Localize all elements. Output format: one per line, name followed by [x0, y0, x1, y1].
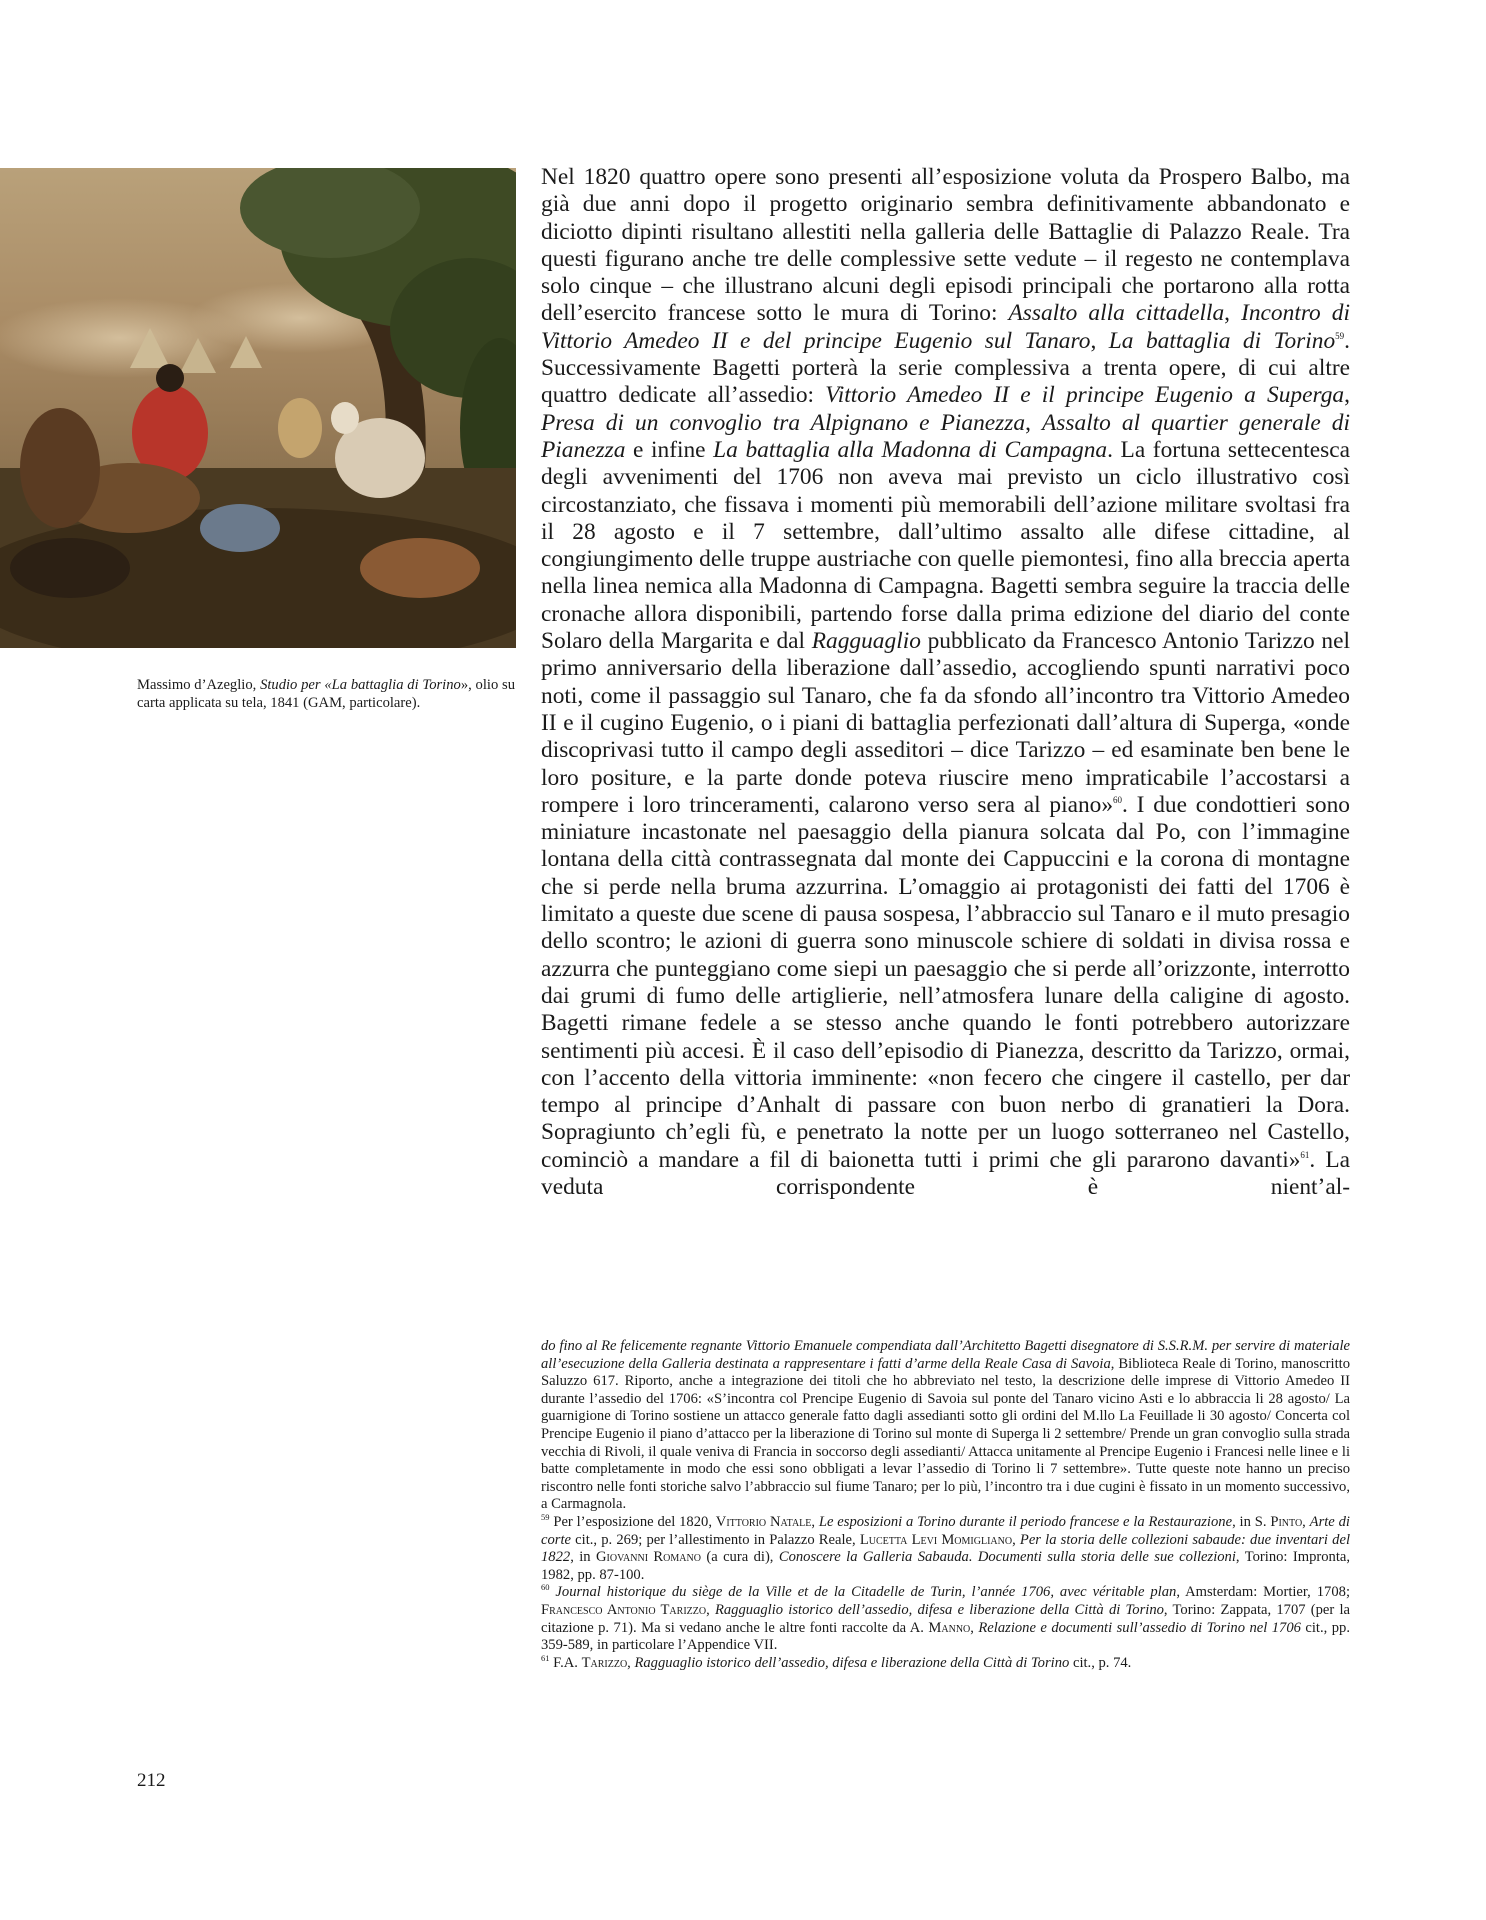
- artwork-title: La battaglia di Torino: [1108, 327, 1336, 354]
- text-run: . I due condottieri sono miniature incastonate nel paesaggio della pianura solcata dal Po, con l’immagine lontana della città contrassegnata dal monte dei Cappuccini e la corona di montagne che si perde nella bruma azzurrina. L’omaggio ai protagonisti dei fatti del 1706 è limitato a queste due scene di pausa sospesa, l’abbraccio sul Tanaro e il muto presagio dello scontro; le azioni di guerra sono minuscole schiere di soldati in divisa rossa e azzurra che punteggiano come siepi un paesaggio che si perde all’orizzonte, interrotto dai grumi di fumo delle artiglierie, nell’atmosfera lunare della caligine di agosto. Bagetti rimane fedele a se stesso anche quando le fonti potrebbero autorizzare sentimenti più accesi. È il caso dell’episodio di Pianezza, descritto da Tarizzo, ormai, con l’accento della vittoria imminente: «non fecero che cingere il castello, per dar tempo al principe d’Anhalt di passare con buon nerbo di granatieri la Dora. Sopragiunto ch’egli fù, e penetrato la notte per un luogo sotterraneo nel Castello, cominciò a mandare a fil di baionetta tutti i primi che gli pararono davanti»: [541, 791, 1350, 1173]
- work-title: Per la storia delle collezioni sabaude: due inventari del 1822: [541, 1531, 1350, 1566]
- manuscript-title: do fino al Re felicemente regnante Vittorio Emanuele compendiata dall’Architetto Bagetti disegnatore di S.S.R.M. per servire di materiale all’esecuzione della Galleria destinata a rappresentare i fatti d’arme della Reale Casa di Savoia: [541, 1338, 1350, 1372]
- text-run: , in S.: [1232, 1513, 1271, 1530]
- text-run: , Torino: Impronta, 1982, pp. 87-100.: [541, 1549, 1351, 1583]
- text-run: ,: [627, 1654, 635, 1671]
- footnote-59: [541, 1514, 1350, 1584]
- text-run: , Biblioteca Reale di Torino, manoscritto Saluzzo 617. Riporto, anche a integrazione dei titoli che ho abbreviato nel testo, la descrizione delle imprese di Vittorio Amedeo II durante l’assedio del 1706: «S’incontra col Prencipe Eugenio di Savoia sul ponte del Tanaro vicino Asti e lo abbraccia li 28 agosto/ La guarnigione di Torino sostiene un attacco generale fatto dagli assedianti sotto gli ordini del M.llo La Feuillade li 30 agosto/ Concerta col Prencipe Eugenio il piano d’attacco per la liberazione di Torino sul monte di Superga li 2 settembre/ Prende un gran convoglio sulla strada vecchia di Rivoli, il quale veniva di Francia in soccorso degli assedianti/ Attacca unitamente al Prencipe Eugenio i Francesi nelle linee e li batte completamente in modo che essi sono obbligati a levar l’assedio di Torino li 7 settembre». Tutte queste note hanno un preciso riscontro nelle fonti storiche salvo l’abbraccio sul fiume Tanaro; per lo più, l’incontro tra i due cugini è fissato in un momento successivo, a Carmagnola.: [541, 1355, 1350, 1513]
- text-run: ,: [970, 1619, 979, 1636]
- body-paragraph: [541, 164, 1350, 1201]
- author-name: Vittorio Natale: [715, 1513, 812, 1530]
- painting-image: [0, 168, 516, 648]
- author-name: Lucetta Levi Momigliano: [859, 1531, 1013, 1548]
- work-title: Journal historique du siège de la Ville et de la Citadelle de Turin, l’année 1706, avec véritable plan: [549, 1584, 1177, 1601]
- text-run: . Successivamente Bagetti porterà la serie complessiva a trenta opere, di cui altre quattro dedicate all’assedio:: [541, 327, 1351, 409]
- caption-title-inner: La battaglia di Torino: [331, 677, 461, 693]
- footnote-ref: 60: [1113, 795, 1123, 806]
- author-name: Francesco Antonio Tarizzo: [541, 1601, 707, 1618]
- work-title: Ragguaglio istorico dell’assedio, difesa e liberazione della Città di Torino: [634, 1654, 1070, 1671]
- text-run: ,: [1012, 1531, 1020, 1548]
- text-run: ,: [1025, 409, 1042, 436]
- text-run: . La veduta corrispondente è nient’al-: [541, 1146, 1350, 1200]
- author-name: Giovanni Romano: [596, 1549, 701, 1566]
- artwork-title: Vittorio Amedeo II e il principe Eugenio a Superga: [825, 382, 1345, 409]
- text-run: pubblicato da Francesco Antonio Tarizzo nel primo anniversario della liberazione dall’assedio, accogliendo spunti narrativi poco noti, come il passaggio sul Tanaro, che fa da sfondo all’incontro tra Vittorio Amedeo II e il cugino Eugenio, o i piani di battaglia perfezionati dall’altura di Superga, «onde discoprivasi tutto il campo degli asseditori – dice Tarizzo – ed esaminate ben bene le loro positure, e la parte donde poteva riuscire meno impraticabile l’accostarsi a rompere i loro trinceramenti, calarono verso sera al piano»: [541, 628, 1350, 818]
- body-text: [541, 164, 1350, 1201]
- work-title: Relazione e documenti sull’assedio di Torino nel 1706: [978, 1619, 1301, 1636]
- text-run: , Torino: Zappata, 1707 (per la citazione p. 71). Ma si vedano anche le altre fonti raccolte da A.: [541, 1601, 1351, 1636]
- footnote-ref: 59: [1335, 330, 1345, 341]
- footnote-ref: 61: [1300, 1149, 1310, 1160]
- text-run: , Amsterdam: Mortier, 1708;: [1176, 1584, 1350, 1601]
- footnotes: [541, 1338, 1350, 1672]
- caption-title-part: Studio per «: [260, 677, 332, 693]
- artwork-title: Assalto al quartier generale di Pianezza: [541, 409, 1350, 463]
- author-name: Pinto: [1270, 1513, 1303, 1530]
- text-run: cit., p. 74.: [1069, 1654, 1132, 1671]
- author-name: Tarizzo: [581, 1654, 628, 1671]
- text-run: ,: [706, 1601, 715, 1618]
- footnote-number: 60: [541, 1582, 550, 1593]
- footnote-61: [541, 1652, 1350, 1673]
- text-run: Per l’esposizione del 1820,: [549, 1513, 716, 1530]
- caption-title: [260, 677, 461, 693]
- painting-illustration: [0, 168, 516, 648]
- text-run: . La fortuna settecentesca degli avvenimenti del 1706 non aveva mai previsto un ciclo illustrativo così circostanziato, che fissava i momenti più memorabili dell’azione militare svoltasi fra il 28 agosto e il 7 settembre, dall’ultimo assalto alle difese cittadine, al congiungimento delle truppe austriache con quelle piemontesi, fino alla breccia aperta nella linea nemica alla Madonna di Campagna. Bagetti sembra seguire la traccia delle cronache allora disponibili, partendo forse dalla prima edizione del diario del conte Solaro della Margarita e dal: [541, 436, 1350, 655]
- work-title: Ragguaglio istorico dell’assedio, difesa e liberazione della Città di Torino: [714, 1601, 1164, 1618]
- figure-caption: [137, 677, 515, 712]
- artwork-title: Assalto alla cittadella: [1008, 300, 1225, 327]
- artwork-title: Presa di un convoglio tra Alpignano e Pianezza: [541, 409, 1026, 436]
- text-run: ,: [1344, 382, 1350, 409]
- footnote-number: 59: [541, 1512, 550, 1523]
- work-title: Conoscere la Galleria Sabauda. Documenti sulla storia delle sue collezioni: [778, 1549, 1236, 1566]
- footnote-60: [541, 1584, 1350, 1654]
- text-run: ,: [811, 1513, 819, 1530]
- text-run: F.A.: [549, 1654, 582, 1671]
- text-run: cit., pp. 359-589, in particolare l’Appendice VII.: [541, 1619, 1350, 1654]
- text-run: ,: [1090, 327, 1109, 354]
- artwork-title: La battaglia alla Madonna di Campagna: [713, 436, 1108, 463]
- author-name: Manno: [928, 1619, 971, 1636]
- page-number: 212: [137, 1770, 166, 1791]
- text-run: e infine: [625, 436, 714, 463]
- text-run: cit., p. 269; per l’allestimento in Palazzo Reale,: [571, 1531, 860, 1548]
- caption-details: », olio su carta applicata su tela, 1841 (GAM, particolare).: [137, 677, 515, 711]
- artwork-title: Incontro di Vittorio Amedeo II e del principe Eugenio sul Tanaro: [541, 300, 1350, 354]
- text-run: , in: [570, 1549, 596, 1566]
- caption-author: Massimo d’Azeglio,: [137, 677, 261, 693]
- work-title: Arte di corte: [541, 1513, 1350, 1548]
- book-title: Ragguaglio: [811, 628, 921, 655]
- text-run: ,: [1224, 300, 1242, 327]
- text-run: ,: [1302, 1513, 1310, 1530]
- work-title: Le esposizioni a Torino durante il periodo francese e la Restaurazione: [818, 1513, 1233, 1530]
- text-run: (a cura di),: [700, 1549, 779, 1566]
- footnote-continuation: [541, 1338, 1350, 1514]
- text-run: Nel 1820 quattro opere sono presenti all’esposizione voluta da Prospero Balbo, ma già due anni dopo il progetto originario sembra definitivamente abbandonato e diciotto dipinti risultano allestiti nella galleria delle Battaglie di Palazzo Reale. Tra questi figurano anche tre delle complessive sette vedute – il regesto ne contemplava solo cinque – che illustrano alcuni degli episodi principali che portarono alla rotta dell’esercito francese sotto le mura di Torino:: [541, 164, 1350, 327]
- footnote-number: 61: [541, 1652, 550, 1663]
